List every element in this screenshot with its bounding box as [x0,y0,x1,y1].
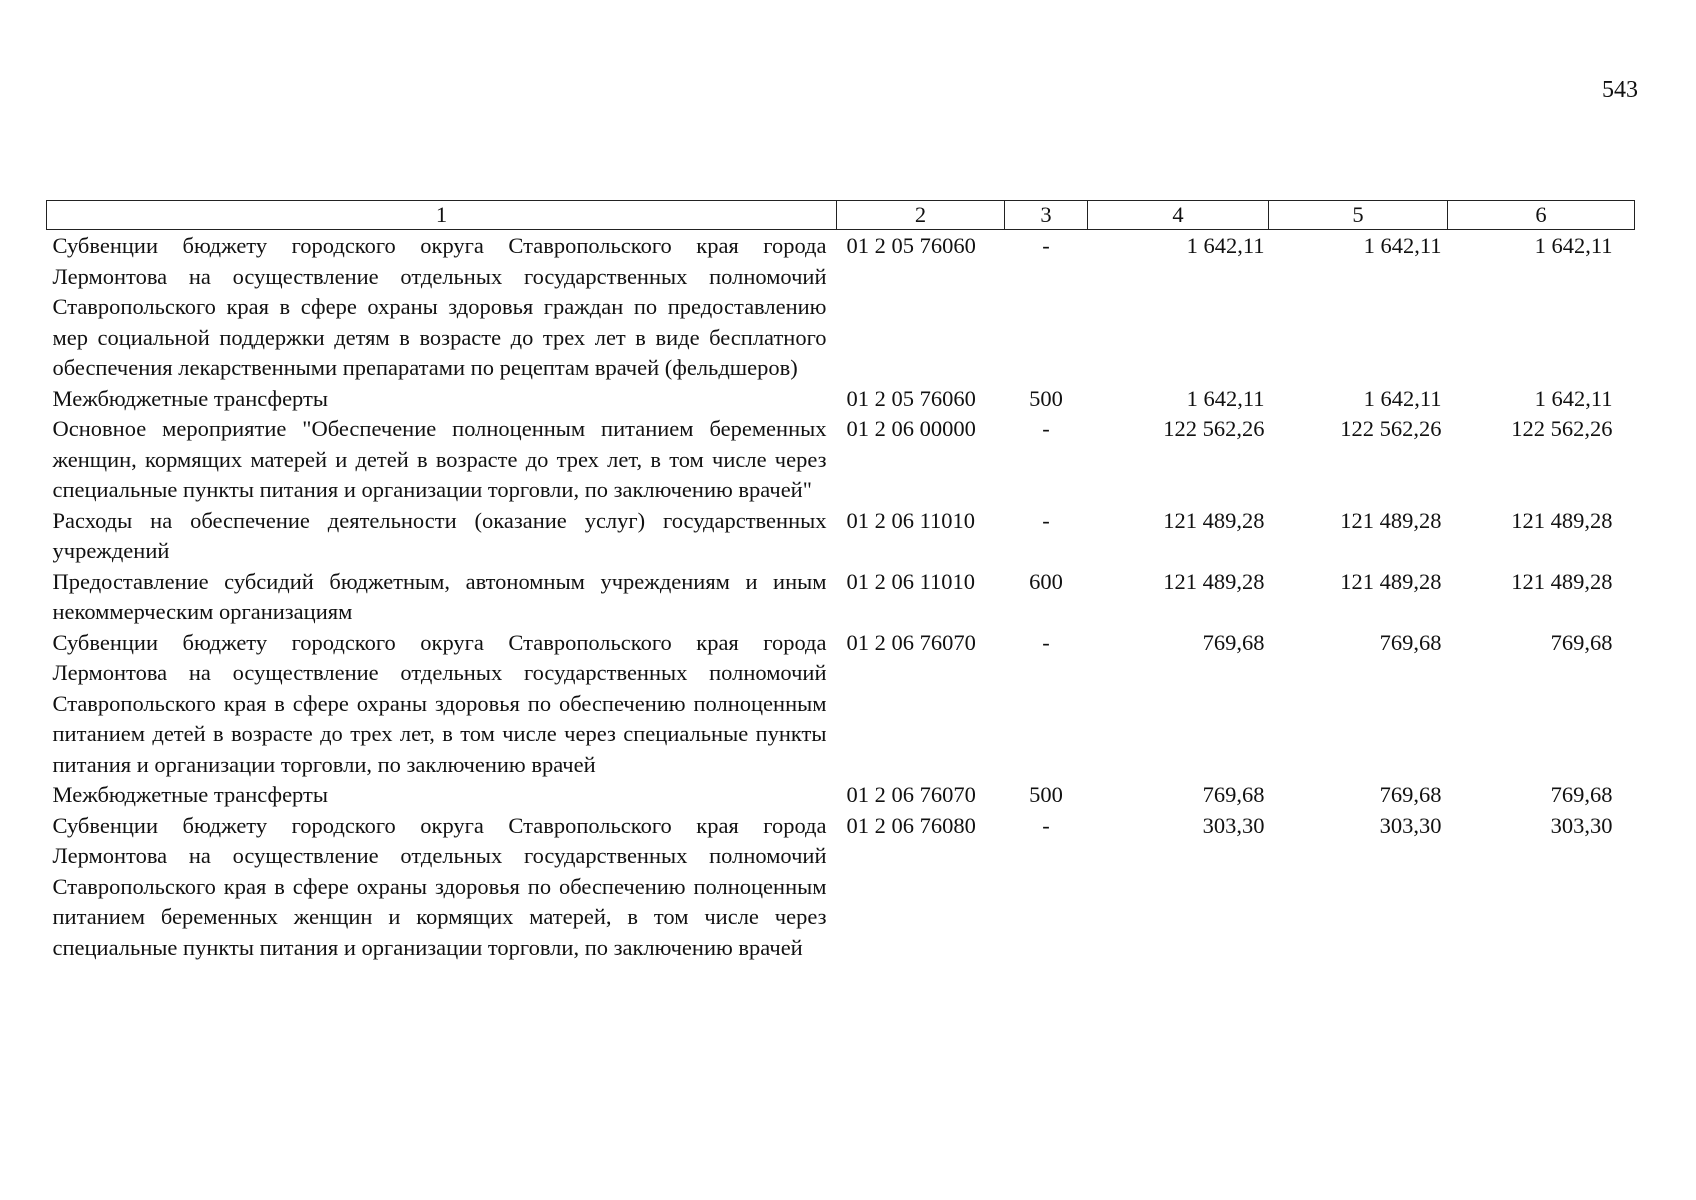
row-description: Расходы на обеспечение деятельности (оказание услуг) государственных учреждений [52,507,827,563]
row-code: 01 2 06 11010 [846,507,976,533]
row-value-col4: 769,68 [1202,629,1265,655]
row-value-col6: 1 642,11 [1534,233,1613,258]
column-header-2: 2 [837,201,1005,230]
budget-table-container [46,200,1634,963]
row-code: 01 2 06 00000 [846,416,976,441]
table-row [47,780,1635,811]
row-code: 01 2 05 76060 [846,385,976,411]
table-row [47,384,1635,415]
row-expense-type: - [1042,812,1050,838]
row-value-col6: 121 489,28 [1511,507,1613,533]
row-code: 01 2 05 76060 [846,233,976,258]
column-header-1: 1 [47,201,837,230]
row-description: Межбюджетные трансферты [52,385,328,411]
row-expense-type: - [1042,233,1050,258]
row-description: Межбюджетные трансферты [52,782,328,807]
column-header-3: 3 [1005,201,1088,230]
table-row [47,414,1635,506]
table-row [47,567,1635,628]
row-code: 01 2 06 76070 [846,782,976,807]
row-description: Субвенции бюджету городского округа Ставропольского края города Лермонтова на осуществление отдельных государственных полномочий Ставропольского края в сфере охраны здоровья по обеспечению полноценным питанием детей в возрасте до трех лет, в том числе через специальные пункты питания и организации торговли, по заключению врачей [52,629,827,777]
table-header [47,201,1635,230]
row-code: 01 2 06 76070 [846,629,976,655]
row-value-col6: 769,68 [1550,782,1613,807]
row-value-col6: 303,30 [1550,812,1613,838]
table-row [47,506,1635,567]
row-description: Субвенции бюджету городского округа Ставропольского края города Лермонтова на осуществление отдельных государственных полномочий Ставропольского края в сфере охраны здоровья граждан по предоставлению мер социальной поддержки детям в возрасте до трех лет в виде бесплатного обеспечения лекарственными препаратами по рецептам врачей (фельдшеров) [52,233,827,380]
row-value-col6: 122 562,26 [1511,416,1613,441]
row-expense-type: 600 [1029,568,1063,594]
table-row [47,628,1635,781]
row-description: Основное мероприятие "Обеспечение полноценным питанием беременных женщин, кормящих матерей и детей в возрасте до трех лет, в том числе через специальные пункты питания и организации торговли, по заключению врачей" [52,416,827,502]
row-value-col5: 121 489,28 [1340,568,1442,594]
row-value-col5: 121 489,28 [1340,507,1442,533]
row-value-col6: 121 489,28 [1511,568,1613,594]
row-value-col4: 1 642,11 [1186,233,1265,258]
row-expense-type: - [1042,416,1050,441]
row-value-col4: 303,30 [1202,812,1265,838]
table-row [47,811,1635,964]
row-value-col5: 769,68 [1379,782,1442,807]
row-value-col5: 1 642,11 [1363,385,1442,411]
row-value-col6: 1 642,11 [1534,385,1613,411]
row-value-col4: 121 489,28 [1163,507,1265,533]
table-row [47,230,1635,384]
row-expense-type: - [1042,507,1050,533]
row-expense-type: 500 [1029,385,1063,411]
column-header-6: 6 [1448,201,1635,230]
row-value-col5: 122 562,26 [1340,416,1442,441]
budget-table [46,200,1635,963]
page-number: 543 [1602,77,1638,103]
row-value-col4: 769,68 [1202,782,1265,807]
row-value-col4: 1 642,11 [1186,385,1265,411]
row-value-col5: 1 642,11 [1363,233,1442,258]
row-value-col5: 303,30 [1379,812,1442,838]
row-description: Предоставление субсидий бюджетным, автономным учреждениям и иным некоммерческим организациям [52,568,827,624]
row-description: Субвенции бюджету городского округа Ставропольского края города Лермонтова на осуществление отдельных государственных полномочий Ставропольского края в сфере охраны здоровья по обеспечению полноценным питанием беременных женщин и кормящих матерей, в том числе через специальные пункты питания и организации торговли, по заключению врачей [52,812,827,960]
row-code: 01 2 06 11010 [846,568,976,594]
row-expense-type: - [1042,629,1050,655]
row-code: 01 2 06 76080 [846,812,976,838]
column-header-5: 5 [1269,201,1448,230]
column-header-4: 4 [1088,201,1269,230]
row-value-col4: 121 489,28 [1163,568,1265,594]
row-value-col4: 122 562,26 [1163,416,1265,441]
header-row [47,201,1635,230]
row-expense-type: 500 [1029,782,1063,807]
table-body [47,230,1635,964]
row-value-col5: 769,68 [1379,629,1442,655]
row-value-col6: 769,68 [1550,629,1613,655]
